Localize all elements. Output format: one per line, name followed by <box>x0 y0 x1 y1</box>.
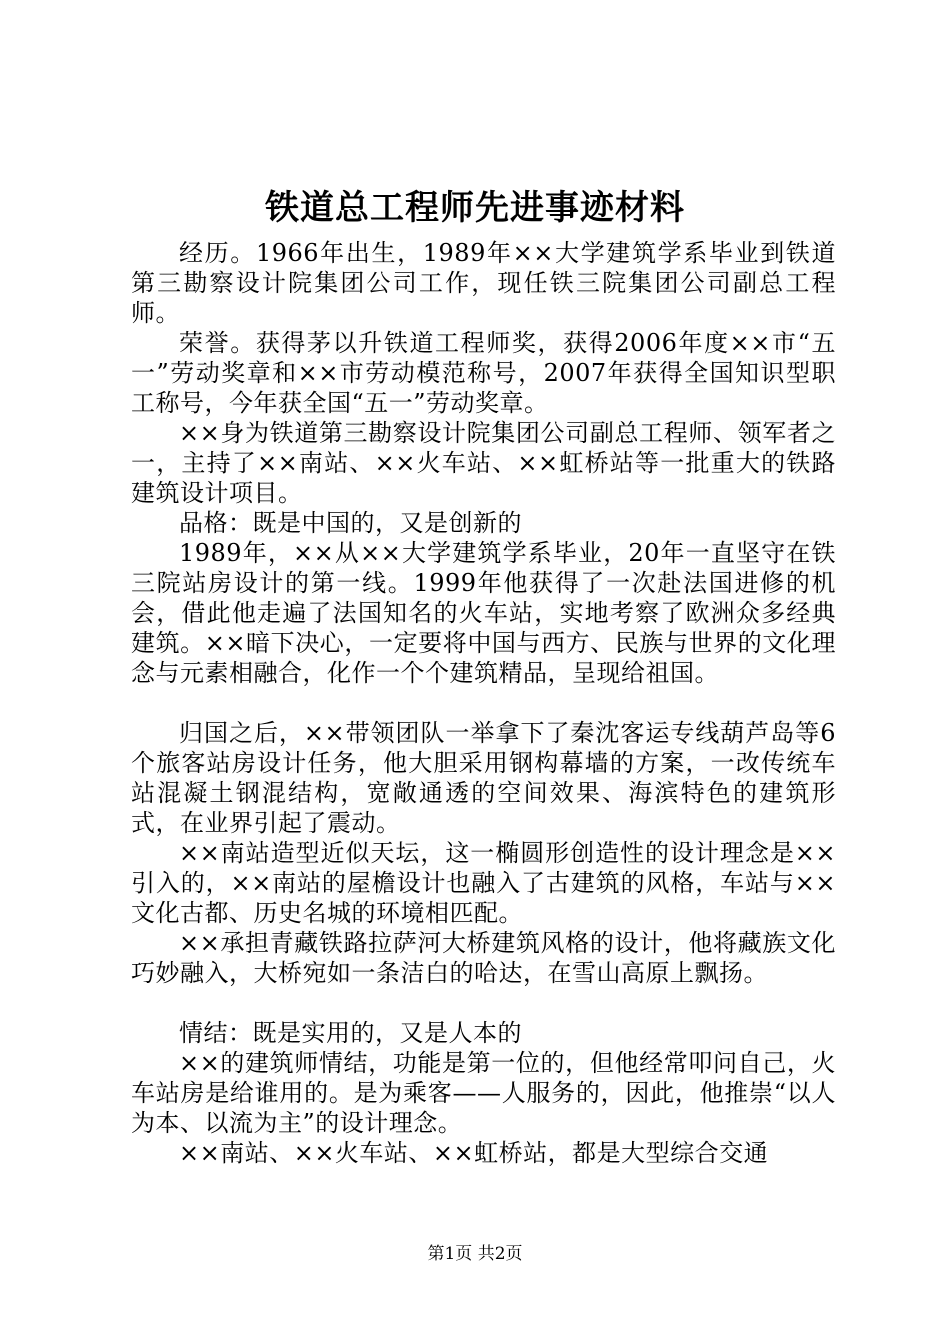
document-body <box>131 238 836 1168</box>
paragraph-hubs: ××南站、××火车站、××虹桥站，都是大型综合交通 <box>179 1139 769 1167</box>
paragraph-bridge: ××承担青藏铁路拉萨河大桥建筑风格的设计，他将藏族文化巧妙融入，大桥宛如一条洁白的哈达，在雪山高原上飘扬。 <box>131 929 836 987</box>
paragraph-career: 1989年，××从××大学建筑学系毕业，20年一直坚守在铁三院站房设计的第一线。1999年他获得了一次赴法国进修的机会，借此他走遍了法国知名的火车站，实地考察了欧洲众多经典建筑。××暗下决心，一定要将中国与西方、民族与世界的文化理念与元素相融合，化作一个个建筑精品，呈现给祖国。 <box>131 539 836 687</box>
page-footer: 第1页 共2页 <box>427 1244 523 1264</box>
paragraph-honors: 荣誉。获得茅以升铁道工程师奖，获得2006年度××市“五一”劳动奖章和××市劳动模范称号，2007年获得全国知识型职工称号，今年获全国“五一”劳动奖章。 <box>131 329 836 417</box>
paragraph-role: ××身为铁道第三勘察设计院集团公司副总工程师、领军者之一，主持了××南站、××火车站、××虹桥站等一批重大的铁路建筑设计项目。 <box>131 419 836 507</box>
paragraph-architect-sentiment: ××的建筑师情结，功能是第一位的，但他经常叩问自己，火车站房是给谁用的。是为乘客——人服务的，因此，他推崇“以人为本、以流为主”的设计理念。 <box>131 1049 836 1137</box>
paragraph-experience: 经历。1966年出生，1989年××大学建筑学系毕业到铁道第三勘察设计院集团公司工作，现任铁三院集团公司副总工程师。 <box>131 239 836 327</box>
section-heading-sentiment: 情结：既是实用的，又是人本的 <box>179 1019 522 1047</box>
paragraph-south-station: ××南站造型近似天坛，这一椭圆形创造性的设计理念是××引入的，××南站的屋檐设计也融入了古建筑的风格，车站与××文化古都、历史名城的环境相匹配。 <box>131 839 836 927</box>
paragraph-return: 归国之后，××带领团队一举拿下了秦沈客运专线葫芦岛等6个旅客站房设计任务，他大胆采用钢构幕墙的方案，一改传统车站混凝土钢混结构，宽敞通透的空间效果、海滨特色的建筑形式，在业界引起了震动。 <box>131 719 836 837</box>
document-title: 铁道总工程师先进事迹材料 <box>265 188 685 228</box>
section-heading-character: 品格：既是中国的，又是创新的 <box>179 509 522 537</box>
